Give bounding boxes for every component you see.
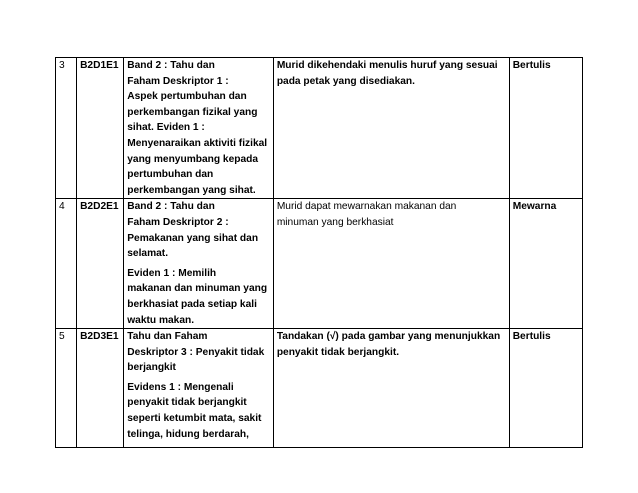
descriptor-paragraph <box>127 58 270 198</box>
descriptor-line: pertumbuhan dan <box>127 169 214 181</box>
descriptor-line: perkembangan yang sihat. <box>127 184 256 196</box>
descriptor-line: Menyenaraikan aktiviti fizikal <box>127 137 268 149</box>
descriptor-paragraph <box>127 380 270 442</box>
descriptor-line: Tahu dan Faham <box>127 331 208 343</box>
method-cell: Bertulis <box>509 329 582 448</box>
descriptor-line: sihat. Eviden 1 : <box>127 122 205 134</box>
descriptor-line: berkhasiat pada setiap kali <box>127 298 257 310</box>
table-row <box>56 199 583 329</box>
descriptor-cell <box>124 58 274 199</box>
evidence-code: B2D3E1 <box>77 329 124 448</box>
descriptor-line: selamat. <box>127 248 169 260</box>
descriptor-cell <box>124 199 274 329</box>
descriptor-line: Faham Deskriptor 2 : <box>127 216 229 228</box>
table-row <box>56 58 583 199</box>
assessment-table <box>55 57 583 448</box>
descriptor-line: telinga, hidung berdarah, <box>127 428 249 440</box>
descriptor-line: Deskriptor 3 : Penyakit tidak <box>127 346 265 358</box>
table-row <box>56 329 583 448</box>
descriptor-cell <box>124 329 274 448</box>
descriptor-line: perkembangan fizikal yang <box>127 106 258 118</box>
descriptor-line: penyakit tidak berjangkit <box>127 397 247 409</box>
descriptor-line: Band 2 : Tahu dan <box>127 201 215 213</box>
descriptor-line: Faham Deskriptor 1 : <box>127 75 229 87</box>
row-number: 3 <box>56 58 77 199</box>
method-cell: Bertulis <box>509 58 582 199</box>
activity-line: minuman yang berkhasiat <box>276 216 394 228</box>
activity-line: penyakit tidak berjangkit. <box>276 346 400 358</box>
descriptor-line: Aspek pertumbuhan dan <box>127 91 247 103</box>
descriptor-line: Eviden 1 : Memilih <box>127 267 217 279</box>
descriptor-line: berjangkit <box>127 362 176 374</box>
descriptor-line: seperti ketumbit mata, sakit <box>127 413 262 425</box>
row-number: 4 <box>56 199 77 329</box>
activity-line: Murid dapat mewarnakan makanan dan <box>276 201 457 213</box>
descriptor-line: yang menyumbang kepada <box>127 153 259 165</box>
method-cell: Mewarna <box>509 199 582 329</box>
activity-line: Murid dikehendaki menulis huruf yang sesuai <box>276 60 498 71</box>
descriptor-paragraph <box>127 266 270 328</box>
row-number: 5 <box>56 329 77 448</box>
activity-cell <box>273 329 509 448</box>
activity-line: pada petak yang disediakan. <box>276 75 415 87</box>
activity-cell <box>273 199 509 329</box>
evidence-code: B2D2E1 <box>77 199 124 329</box>
descriptor-line: Pemakanan yang sihat dan <box>127 232 259 244</box>
descriptor-line: Evidens 1 : Mengenali <box>127 381 234 393</box>
descriptor-line: Band 2 : Tahu dan <box>127 60 215 71</box>
evidence-code: B2D1E1 <box>77 58 124 199</box>
descriptor-line: makanan dan minuman yang <box>127 283 268 295</box>
descriptor-paragraph <box>127 199 270 261</box>
descriptor-line: waktu makan. <box>127 314 195 326</box>
activity-line: Tandakan (√) pada gambar yang menunjukkan <box>276 331 501 343</box>
descriptor-paragraph <box>127 329 270 376</box>
activity-cell <box>273 58 509 199</box>
